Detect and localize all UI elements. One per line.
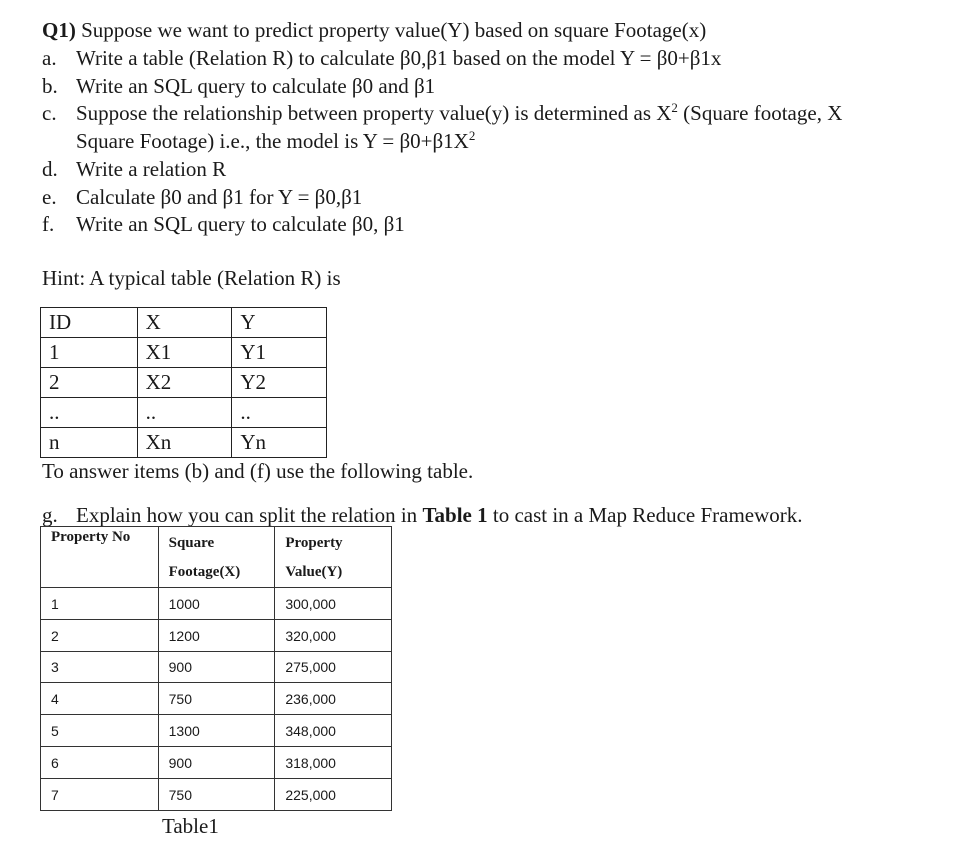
table-cell: 1300	[158, 715, 275, 747]
table-row	[41, 715, 392, 747]
table-cell: 300,000	[275, 588, 392, 620]
item-f-letter: f.	[42, 212, 55, 236]
item-c-letter: c.	[42, 101, 57, 125]
item-c-text1: Suppose the relationship between property value(y) is determined as X	[76, 101, 672, 125]
table1	[40, 526, 392, 811]
item-e-text: Calculate β0 and β1 for Y = β0,β1	[76, 185, 363, 209]
table-row	[41, 652, 392, 683]
header-line: Value(Y)	[285, 564, 343, 580]
item-c-text3: Square Footage) i.e., the model is Y = β0+β1X	[76, 129, 469, 153]
item-c-sup2: 2	[468, 128, 476, 143]
table-cell: 275,000	[275, 652, 392, 683]
table-cell: ..	[137, 398, 232, 428]
item-c-sup1: 2	[671, 100, 678, 115]
item-g-text-after: to cast in a Map Reduce Framework.	[487, 503, 803, 527]
table-cell: 3	[41, 652, 159, 683]
table-cell: 6	[41, 747, 159, 779]
hint-table-header	[41, 308, 327, 338]
table-row	[41, 747, 392, 779]
table-cell: 225,000	[275, 779, 392, 811]
hint-header-id: ID	[41, 308, 138, 338]
table-cell: 1	[41, 588, 159, 620]
item-a-text: Write a table (Relation R) to calculate β0,β1 based on the model Y = β0+β1x	[76, 46, 722, 70]
question-title	[42, 18, 706, 42]
table-cell: Y1	[232, 338, 327, 368]
item-g-letter: g.	[42, 503, 58, 527]
table-row	[41, 588, 392, 620]
table-cell: 750	[158, 779, 275, 811]
table-cell: 750	[158, 683, 275, 715]
item-d-text: Write a relation R	[76, 157, 227, 181]
table-cell: X2	[137, 368, 232, 398]
table-cell: 4	[41, 683, 159, 715]
table-cell: ..	[232, 398, 327, 428]
hint-header-x: X	[137, 308, 232, 338]
table-cell: 1200	[158, 620, 275, 652]
table-row	[41, 683, 392, 715]
table-cell: 348,000	[275, 715, 392, 747]
table-cell: 2	[41, 620, 159, 652]
header-line: Footage(X)	[168, 564, 241, 580]
header-line: Square	[168, 535, 215, 551]
item-b-text: Write an SQL query to calculate β0 and β1	[76, 74, 436, 98]
hint-text: Hint: A typical table (Relation R) is	[42, 266, 341, 290]
table-cell: n	[41, 428, 138, 458]
item-g-text-before: Explain how you can split the relation in	[76, 503, 423, 527]
table-cell: 900	[158, 652, 275, 683]
table1-header-square-footage	[158, 527, 275, 588]
item-g-text	[76, 503, 803, 527]
table-cell: 320,000	[275, 620, 392, 652]
header-line: Property	[285, 535, 343, 551]
item-e-letter: e.	[42, 185, 57, 209]
table-cell: 1000	[158, 588, 275, 620]
table-row	[41, 398, 327, 428]
question-label: Q1)	[42, 18, 76, 42]
table-row	[41, 779, 392, 811]
table-cell: 236,000	[275, 683, 392, 715]
table-cell: X1	[137, 338, 232, 368]
table1-header-property-value	[275, 527, 392, 588]
table-row	[41, 368, 327, 398]
table-row	[41, 620, 392, 652]
header-line: Property No	[51, 529, 131, 545]
table-cell: Yn	[232, 428, 327, 458]
table1-header	[41, 527, 392, 588]
table-cell: ..	[41, 398, 138, 428]
item-d-letter: d.	[42, 157, 58, 181]
item-c-line1	[76, 101, 842, 125]
hint-header-y: Y	[232, 308, 327, 338]
hint-table	[40, 307, 327, 458]
table-cell: 7	[41, 779, 159, 811]
table-cell: Y2	[232, 368, 327, 398]
table-cell: 318,000	[275, 747, 392, 779]
item-f-text: Write an SQL query to calculate β0, β1	[76, 212, 405, 236]
table-cell: 900	[158, 747, 275, 779]
table-cell: 1	[41, 338, 138, 368]
item-a-letter: a.	[42, 46, 57, 70]
table1-caption: Table1	[162, 814, 219, 838]
item-g-bold: Table 1	[422, 503, 488, 527]
table-row	[41, 428, 327, 458]
table1-header-property-no	[41, 527, 159, 588]
item-b-letter: b.	[42, 74, 58, 98]
item-c-text2: (Square footage, X	[677, 101, 843, 125]
table-row	[41, 338, 327, 368]
question-intro: Suppose we want to predict property value(Y) based on square Footage(x)	[81, 18, 707, 42]
table-cell: 2	[41, 368, 138, 398]
instruction-text: To answer items (b) and (f) use the following table.	[42, 459, 474, 483]
item-c-line2	[76, 129, 475, 153]
table-cell: Xn	[137, 428, 232, 458]
table-cell: 5	[41, 715, 159, 747]
